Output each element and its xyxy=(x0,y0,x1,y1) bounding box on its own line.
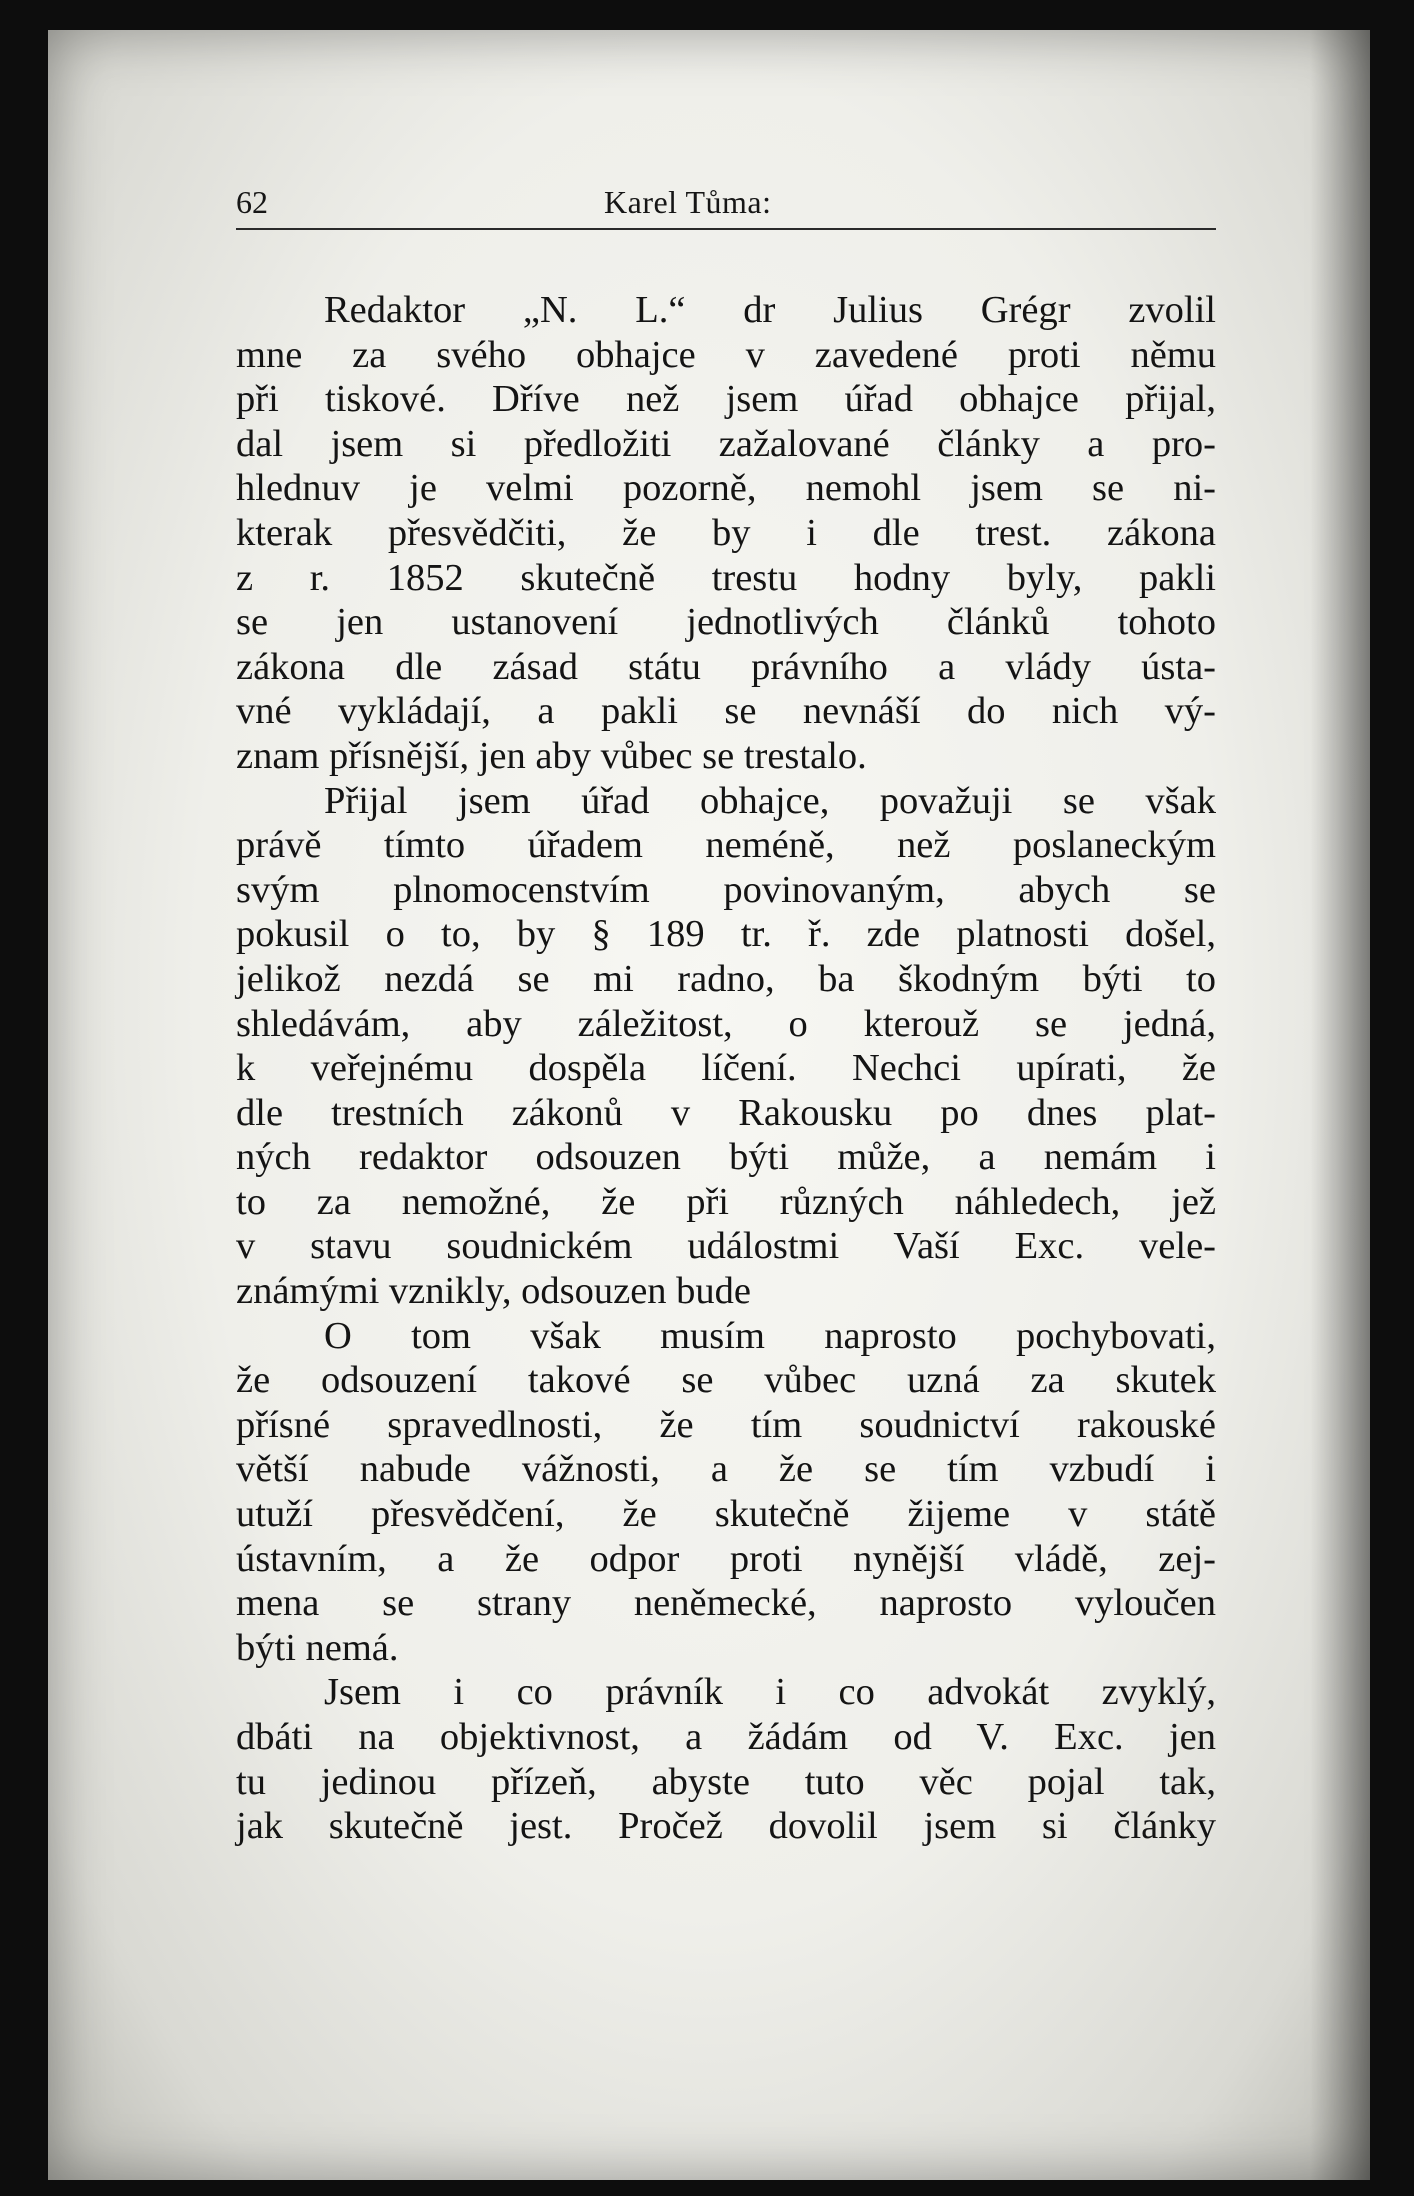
text-line: v stavu soudnickém událostmi Vaší Exc. vele- xyxy=(236,1225,1216,1268)
page-header xyxy=(236,184,1216,228)
text-line: dbáti na objektivnost, a žádám od V. Exc. jen xyxy=(236,1716,1216,1758)
text-line: Jsem i co právník i co advokát zvyklý, xyxy=(324,1671,1216,1714)
text-line: k veřejnému dospěla líčení. Nechci upírati, že xyxy=(236,1047,1216,1090)
text-line: zákona dle zásad státu právního a vlády ústa- xyxy=(236,645,1216,688)
text-line: tu jedinou přízeň, abyste tuto věc pojal tak, xyxy=(236,1760,1216,1803)
text-line: dal jsem si předložiti zažalované články a pro- xyxy=(236,422,1216,465)
text-line: jelikož nezdá se mi radno, ba škodným býti to xyxy=(236,957,1216,1000)
text-line: dle trestních zákonů v Rakousku po dnes plat- xyxy=(236,1091,1216,1134)
text-line: Přijal jsem úřad obhajce, považuji se však xyxy=(324,779,1216,822)
text-line: býti nemá. xyxy=(236,1626,399,1669)
text-line: větší nabude vážnosti, a že se tím vzbudí i xyxy=(236,1448,1216,1491)
text-line: vné vykládají, a pakli se nevnáší do nich vý- xyxy=(236,690,1216,733)
text-line: to za nemožné, že při různých náhledech, jež xyxy=(236,1180,1216,1223)
text-line: kterak přesvědčiti, že by i dle trest. zákona xyxy=(236,511,1216,554)
text-line: shledávám, aby záležitost, o kterouž se jedná, xyxy=(236,1002,1216,1045)
text-line: se jen ustanovení jednotlivých článků tohoto xyxy=(236,601,1216,644)
text-line: mne za svého obhajce v zavedené proti němu xyxy=(236,333,1216,376)
text-line: utuží přesvědčení, že skutečně žijeme v státě xyxy=(236,1493,1216,1536)
header-rule xyxy=(236,228,1216,230)
text-line: přísné spravedlnosti, že tím soudnictví rakouské xyxy=(236,1403,1216,1446)
text-line: Redaktor „N. L.“ dr Julius Grégr zvolil xyxy=(324,289,1216,331)
text-line: právě tímto úřadem neméně, než poslaneckým xyxy=(236,824,1216,867)
body-text xyxy=(236,288,1216,1849)
text-line: že odsouzení takové se vůbec uzná za skutek xyxy=(236,1359,1216,1402)
text-line: mena se strany neněmecké, naprosto vyloučen xyxy=(236,1582,1216,1625)
text-line: pokusil o to, by § 189 tr. ř. zde platnosti došel, xyxy=(236,913,1216,956)
text-line: znam přísnější, jen aby vůbec se trestalo. xyxy=(236,734,867,777)
text-line: při tiskové. Dříve než jsem úřad obhajce přijal, xyxy=(236,378,1216,421)
text-line: ústavním, a že odpor proti nynější vládě, zej- xyxy=(236,1537,1216,1580)
text-line: známými vznikly, odsouzen bude xyxy=(236,1270,751,1313)
text-line: svým plnomocenstvím povinovaným, abych se xyxy=(236,868,1216,911)
page-number: 62 xyxy=(236,184,268,220)
text-line: z r. 1852 skutečně trestu hodny byly, pakli xyxy=(236,556,1216,599)
running-head: Karel Tůma: xyxy=(604,184,772,220)
text-line: hlednuv je velmi pozorně, nemohl jsem se ni- xyxy=(236,467,1216,510)
text-line: ných redaktor odsouzen býti může, a nemám i xyxy=(236,1136,1216,1179)
text-line: jak skutečně jest. Pročež dovolil jsem si články xyxy=(236,1805,1216,1848)
text-line: O tom však musím naprosto pochybovati, xyxy=(324,1314,1216,1357)
